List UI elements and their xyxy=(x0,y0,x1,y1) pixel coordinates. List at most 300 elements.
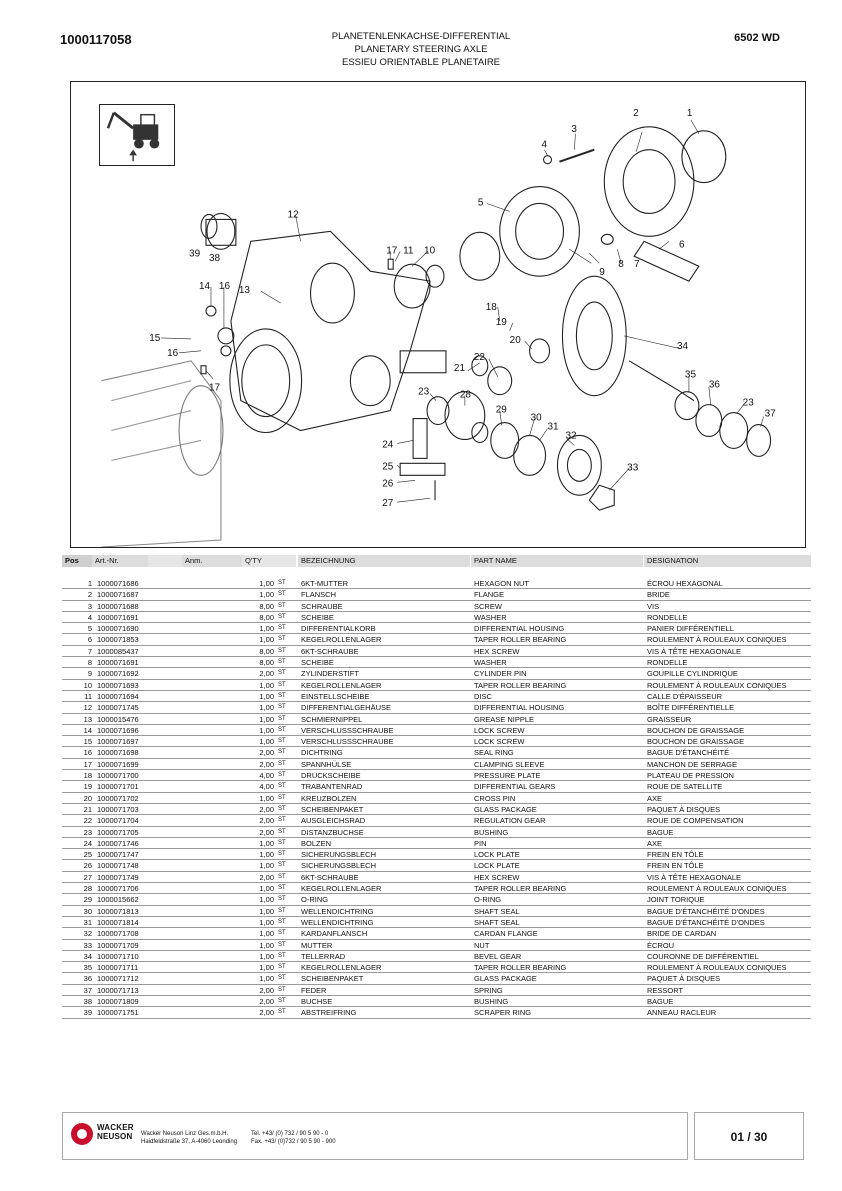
row-pos: 35 xyxy=(83,963,92,973)
col-gap xyxy=(148,555,182,567)
row-qty: 1,00 xyxy=(259,861,274,871)
row-art-nr: 1000071690 xyxy=(97,624,139,634)
table-row xyxy=(62,940,811,951)
row-bezeichnung: SICHERUNGSBLECH xyxy=(301,861,377,871)
row-unit: ST xyxy=(278,986,286,993)
row-unit: ST xyxy=(278,704,286,711)
row-bezeichnung: BOLZEN xyxy=(301,838,332,848)
row-unit: ST xyxy=(278,580,286,586)
row-art-nr: 1000071700 xyxy=(97,771,139,781)
callout-9: 9 xyxy=(599,267,605,279)
model-number: 6502 WD xyxy=(734,32,780,44)
table-row xyxy=(62,962,811,973)
row-bezeichnung: SPANNHÜLSE xyxy=(301,759,352,769)
row-art-nr: 1000085437 xyxy=(97,646,139,656)
callout-12: 12 xyxy=(287,209,299,221)
row-qty: 2,00 xyxy=(259,759,274,769)
row-bezeichnung: KEGELROLLENLAGER xyxy=(301,884,382,894)
row-bezeichnung: SCHEIBENPAKET xyxy=(301,804,364,814)
row-designation: BAGUE D'ÉTANCHÉITÉ xyxy=(647,748,730,758)
row-qty: 1,00 xyxy=(259,590,274,600)
row-part-name: GLASS PACKAGE xyxy=(474,804,537,814)
page-title xyxy=(0,30,842,69)
callout-14: 14 xyxy=(199,281,211,293)
row-art-nr: 1000071694 xyxy=(97,691,139,701)
row-qty: 1,00 xyxy=(259,850,274,860)
title-fr: ESSIEU ORIENTABLE PLANETAIRE xyxy=(341,57,501,68)
row-part-name: PIN xyxy=(474,838,487,848)
callout-25: 25 xyxy=(382,461,394,473)
row-qty: 1,00 xyxy=(259,963,274,973)
row-bezeichnung: DICHTRING xyxy=(301,748,343,758)
row-designation: BAGUE xyxy=(647,996,674,1006)
col-des: DESIGNATION xyxy=(644,555,811,567)
row-designation: ROUE DE SATELLITE xyxy=(647,782,723,792)
row-art-nr: 1000071687 xyxy=(97,590,139,600)
row-art-nr: 1000071691 xyxy=(97,612,139,622)
parts-drawing xyxy=(71,82,805,547)
row-bezeichnung: SICHERUNGSBLECH xyxy=(301,850,377,860)
callout-31: 31 xyxy=(547,421,559,433)
row-pos: 9 xyxy=(87,669,92,679)
row-part-name: REGULATION GEAR xyxy=(474,816,546,826)
table-row xyxy=(62,827,811,838)
row-unit: ST xyxy=(278,681,286,688)
row-art-nr: 1000071711 xyxy=(97,963,139,973)
table-row xyxy=(62,725,811,736)
row-unit: ST xyxy=(278,772,286,779)
row-unit: ST xyxy=(278,613,286,620)
callout-19: 19 xyxy=(495,316,507,328)
callout-39: 39 xyxy=(189,248,201,260)
row-part-name: CROSS PIN xyxy=(474,793,516,803)
parts-table-body xyxy=(62,578,811,1019)
row-qty: 2,00 xyxy=(259,827,274,837)
row-unit: ST xyxy=(278,692,286,699)
row-art-nr: 1000071693 xyxy=(97,680,139,690)
row-art-nr: 1000071704 xyxy=(97,816,139,826)
table-row xyxy=(62,951,811,962)
row-part-name: BEVEL GEAR xyxy=(474,951,522,961)
row-pos: 16 xyxy=(83,748,92,758)
row-part-name: SPRING xyxy=(474,985,503,995)
row-unit: ST xyxy=(278,591,286,598)
row-qty: 1,00 xyxy=(259,895,274,905)
row-art-nr: 1000071746 xyxy=(97,838,139,848)
row-part-name: GLASS PACKAGE xyxy=(474,974,537,984)
row-designation: GRAISSEUR xyxy=(647,714,692,724)
row-unit: ST xyxy=(278,839,286,846)
row-unit: ST xyxy=(278,997,286,1004)
row-bezeichnung: AUSGLEICHSRAD xyxy=(301,816,366,826)
callout-36: 36 xyxy=(708,379,720,391)
row-bezeichnung: BUCHSE xyxy=(301,996,333,1006)
row-pos: 6 xyxy=(87,635,92,645)
callout-11: 11 xyxy=(403,245,414,257)
row-unit: ST xyxy=(278,862,286,869)
callout-17b: 17 xyxy=(208,382,221,394)
row-art-nr: 1000071748 xyxy=(97,861,139,871)
row-pos: 28 xyxy=(83,884,92,894)
row-qty: 1,00 xyxy=(259,635,274,645)
row-art-nr: 1000071745 xyxy=(97,703,139,713)
page-number: 01 / 30 xyxy=(694,1112,804,1160)
callout-18: 18 xyxy=(485,302,497,314)
row-qty: 8,00 xyxy=(259,601,274,611)
street-address: Haidfeldstraße 37, A-4060 Leonding xyxy=(141,1139,238,1145)
row-qty: 2,00 xyxy=(259,872,274,882)
callout-34: 34 xyxy=(676,340,689,352)
row-designation: BOÎTE DIFFÉRENTIELLE xyxy=(647,703,735,713)
row-bezeichnung: TRABANTENRAD xyxy=(301,782,363,792)
table-row xyxy=(62,668,811,679)
row-part-name: O-RING xyxy=(474,895,502,905)
row-qty: 1,00 xyxy=(259,951,274,961)
row-part-name: HEXAGON NUT xyxy=(474,579,530,588)
row-art-nr: 1000071701 xyxy=(97,782,139,792)
row-qty: 2,00 xyxy=(259,985,274,995)
callout-7: 7 xyxy=(634,259,640,271)
row-qty: 1,00 xyxy=(259,884,274,894)
row-art-nr: 1000071702 xyxy=(97,793,139,803)
row-designation: RESSORT xyxy=(647,985,684,995)
callout-29: 29 xyxy=(495,404,507,416)
row-art-nr: 1000071712 xyxy=(97,974,139,984)
row-art-nr: 1000071814 xyxy=(97,917,139,927)
row-designation: COURONNE DE DIFFÉRENTIEL xyxy=(647,951,759,961)
row-designation: ÉCROU HEXAGONAL xyxy=(647,579,723,588)
row-art-nr: 1000071749 xyxy=(97,872,139,882)
row-bezeichnung: DISTANZBUCHSE xyxy=(301,827,364,837)
row-pos: 14 xyxy=(83,725,92,735)
table-row xyxy=(62,601,811,612)
row-qty: 2,00 xyxy=(259,1008,274,1018)
row-designation: BOUCHON DE GRAISSAGE xyxy=(647,725,745,735)
row-unit: ST xyxy=(278,817,286,824)
row-art-nr: 1000071713 xyxy=(97,985,139,995)
row-unit: ST xyxy=(278,715,286,722)
table-row xyxy=(62,714,811,725)
row-unit: ST xyxy=(278,851,286,858)
row-art-nr: 1000071703 xyxy=(97,804,139,814)
row-pos: 37 xyxy=(83,985,92,995)
row-designation: PAQUET À DISQUES xyxy=(647,974,721,984)
row-part-name: SHAFT SEAL xyxy=(474,906,520,916)
row-unit: ST xyxy=(278,930,286,937)
row-art-nr: 1000071686 xyxy=(97,579,139,588)
brand-name xyxy=(97,1123,134,1141)
row-pos: 20 xyxy=(83,793,92,803)
row-unit: ST xyxy=(278,794,286,801)
row-designation: BAGUE xyxy=(647,827,674,837)
row-bezeichnung: KREUZBOLZEN xyxy=(301,793,357,803)
row-bezeichnung: ABSTREIFRING xyxy=(301,1008,357,1018)
row-bezeichnung: O-RING xyxy=(301,895,329,905)
row-bezeichnung: FLANSCH xyxy=(301,590,337,600)
table-row xyxy=(62,928,811,939)
row-qty: 1,00 xyxy=(259,691,274,701)
row-unit: ST xyxy=(278,975,286,982)
callout-23b: 23 xyxy=(742,397,754,409)
row-pos: 10 xyxy=(83,680,92,690)
table-row xyxy=(62,883,811,894)
row-bezeichnung: 6KT-SCHRAUBE xyxy=(301,646,359,656)
callout-labels xyxy=(149,108,776,509)
row-qty: 1,00 xyxy=(259,838,274,848)
row-pos: 4 xyxy=(87,612,92,622)
row-bezeichnung: KARDANFLANSCH xyxy=(301,929,368,939)
row-bezeichnung: WELLENDICHTRING xyxy=(301,906,374,916)
table-row xyxy=(62,589,811,600)
row-qty: 8,00 xyxy=(259,612,274,622)
row-unit: ST xyxy=(278,918,286,925)
table-row xyxy=(62,634,811,645)
row-designation: ROUE DE COMPENSATION xyxy=(647,816,744,826)
row-part-name: TAPER ROLLER BEARING xyxy=(474,963,567,973)
excavator-icon xyxy=(100,105,174,165)
row-bezeichnung: MUTTER xyxy=(301,940,333,950)
row-part-name: SCREW xyxy=(474,601,502,611)
row-qty: 1,00 xyxy=(259,680,274,690)
row-designation: ROULEMENT À ROULEAUX CONIQUES xyxy=(647,884,787,894)
row-designation: VIS À TÊTE HEXAGONALE xyxy=(647,872,742,882)
row-qty: 1,00 xyxy=(259,624,274,634)
row-designation: PANIER DIFFÉRENTIELL xyxy=(647,624,734,634)
row-pos: 31 xyxy=(83,917,92,927)
row-bezeichnung: SCHEIBE xyxy=(301,612,334,622)
col-part: PART NAME xyxy=(471,555,643,567)
row-part-name: TAPER ROLLER BEARING xyxy=(474,635,567,645)
row-unit: ST xyxy=(278,805,286,812)
row-art-nr: 1000071705 xyxy=(97,827,139,837)
row-unit: ST xyxy=(278,1009,286,1016)
callout-33: 33 xyxy=(627,462,639,474)
row-qty: 1,00 xyxy=(259,714,274,724)
row-pos: 7 xyxy=(87,646,92,656)
row-bezeichnung: KEGELROLLENLAGER xyxy=(301,635,382,645)
row-unit: ST xyxy=(278,636,286,643)
row-pos: 19 xyxy=(83,782,92,792)
callout-37: 37 xyxy=(764,408,776,420)
row-designation: BAGUE D'ÉTANCHÉITÉ D'ONDES xyxy=(647,917,765,927)
row-pos: 39 xyxy=(83,1008,92,1018)
row-bezeichnung: TELLERRAD xyxy=(301,951,346,961)
row-art-nr: 1000071708 xyxy=(97,929,139,939)
row-part-name: TAPER ROLLER BEARING xyxy=(474,884,567,894)
row-designation: JOINT TORIQUE xyxy=(647,895,705,905)
col-art: Art.-Nr. xyxy=(92,555,148,567)
row-qty: 1,00 xyxy=(259,725,274,735)
row-bezeichnung: DIFFERENTIALGEHÄUSE xyxy=(301,703,392,713)
row-pos: 36 xyxy=(83,974,92,984)
wacker-neuson-logo-icon xyxy=(71,1123,93,1145)
table-row xyxy=(62,691,811,702)
row-part-name: HEX SCREW xyxy=(474,646,520,656)
row-qty: 8,00 xyxy=(259,658,274,668)
table-row xyxy=(62,985,811,996)
row-art-nr: 1000071813 xyxy=(97,906,139,916)
row-unit: ST xyxy=(278,885,286,892)
row-qty: 1,00 xyxy=(259,737,274,747)
row-qty: 1,00 xyxy=(259,703,274,713)
fax-number: Fax. +43/ (0)732 / 90 5 90 - 900 xyxy=(251,1139,336,1145)
table-row xyxy=(62,1007,811,1018)
row-art-nr: 1000071706 xyxy=(97,884,139,894)
row-unit: ST xyxy=(278,941,286,948)
row-qty: 1,00 xyxy=(259,917,274,927)
row-designation: FREIN EN TÔLE xyxy=(647,850,704,860)
row-part-name: GREASE NIPPLE xyxy=(474,714,535,724)
row-pos: 25 xyxy=(83,850,92,860)
footer xyxy=(62,1112,688,1160)
callout-15: 15 xyxy=(149,332,161,344)
row-qty: 1,00 xyxy=(259,579,274,588)
row-pos: 12 xyxy=(83,703,92,713)
row-unit: ST xyxy=(278,749,286,756)
row-designation: GOUPILLE CYLINDRIQUE xyxy=(647,669,738,679)
row-qty: 2,00 xyxy=(259,748,274,758)
row-bezeichnung: ZYLINDERSTIFT xyxy=(301,669,359,679)
row-pos: 30 xyxy=(83,906,92,916)
row-pos: 18 xyxy=(83,771,92,781)
row-pos: 33 xyxy=(83,940,92,950)
callout-2: 2 xyxy=(633,107,639,119)
row-bezeichnung: KEGELROLLENLAGER xyxy=(301,680,382,690)
table-row xyxy=(62,906,811,917)
row-qty: 1,00 xyxy=(259,906,274,916)
col-anm: Anm. xyxy=(182,555,242,567)
row-unit: ST xyxy=(278,783,286,790)
row-designation: BRIDE xyxy=(647,590,670,600)
row-unit: ST xyxy=(278,602,286,609)
row-pos: 38 xyxy=(83,996,92,1006)
table-row xyxy=(62,793,811,804)
table-row xyxy=(62,680,811,691)
row-unit: ST xyxy=(278,907,286,914)
callout-1: 1 xyxy=(686,107,693,119)
row-pos: 32 xyxy=(83,929,92,939)
callout-16: 16 xyxy=(218,281,231,293)
row-art-nr: 1000015662 xyxy=(97,895,139,905)
row-qty: 4,00 xyxy=(259,771,274,781)
row-unit: ST xyxy=(278,873,286,880)
row-pos: 11 xyxy=(84,691,92,701)
row-part-name: NUT xyxy=(474,940,490,950)
row-bezeichnung: 6KT-MUTTER xyxy=(301,579,349,588)
table-row xyxy=(62,759,811,770)
row-pos: 22 xyxy=(83,816,92,826)
row-bezeichnung: SCHRAUBE xyxy=(301,601,343,611)
row-art-nr: 1000071697 xyxy=(97,737,139,747)
table-row xyxy=(62,872,811,883)
title-en: PLANETARY STEERING AXLE xyxy=(354,44,488,55)
row-bezeichnung: EINSTELLSCHEIBE xyxy=(301,691,370,701)
row-pos: 1 xyxy=(87,579,92,588)
row-part-name: WASHER xyxy=(474,612,507,622)
row-part-name: FLANGE xyxy=(474,590,505,600)
callout-35: 35 xyxy=(684,369,697,381)
row-art-nr: 1000071853 xyxy=(97,635,139,645)
table-row xyxy=(62,973,811,984)
callout-17: 17 xyxy=(386,245,398,257)
machine-thumbnail xyxy=(99,104,175,166)
callout-4: 4 xyxy=(541,139,548,151)
row-bezeichnung: VERSCHLUSSSCHRAUBE xyxy=(301,725,394,735)
callout-10: 10 xyxy=(424,245,436,257)
callout-38: 38 xyxy=(208,253,221,265)
row-designation: ÉCROU xyxy=(647,940,675,950)
row-bezeichnung: SCHEIBE xyxy=(301,658,334,668)
callout-3: 3 xyxy=(571,123,577,135)
row-bezeichnung: 6KT-SCHRAUBE xyxy=(301,872,359,882)
row-designation: ROULEMENT À ROULEAUX CONIQUES xyxy=(647,680,787,690)
callout-20: 20 xyxy=(509,334,521,346)
row-part-name: LOCK SCREW xyxy=(474,737,525,747)
row-unit: ST xyxy=(278,670,286,677)
callout-6: 6 xyxy=(678,239,685,251)
row-unit: ST xyxy=(278,647,286,654)
company-address xyxy=(141,1130,237,1146)
table-row xyxy=(62,996,811,1007)
row-part-name: CLAMPING SLEEVE xyxy=(474,759,545,769)
row-designation: RONDELLE xyxy=(647,658,688,668)
row-unit: ST xyxy=(278,952,286,959)
row-part-name: SEAL RING xyxy=(474,748,514,758)
row-designation: MANCHON DE SERRAGE xyxy=(647,759,738,769)
callout-8: 8 xyxy=(618,259,624,271)
company-name: Wacker Neuson Linz Ges.m.b.H. xyxy=(141,1131,229,1137)
row-art-nr: 1000071809 xyxy=(97,996,139,1006)
row-bezeichnung: VERSCHLUSSSCHRAUBE xyxy=(301,737,394,747)
title-de: PLANETENLENKACHSE-DIFFERENTIAL xyxy=(331,31,511,42)
row-designation: VIS À TÊTE HEXAGONALE xyxy=(647,646,742,656)
row-unit: ST xyxy=(278,625,286,632)
row-designation: VIS xyxy=(647,601,660,611)
row-qty: 1,00 xyxy=(259,929,274,939)
row-pos: 15 xyxy=(83,737,92,747)
row-qty: 1,00 xyxy=(259,940,274,950)
row-unit: ST xyxy=(278,964,286,971)
row-unit: ST xyxy=(278,896,286,903)
table-row xyxy=(62,646,811,657)
row-designation: ROULEMENT À ROULEAUX CONIQUES xyxy=(647,635,787,645)
table-row xyxy=(62,849,811,860)
row-art-nr: 1000071710 xyxy=(97,951,139,961)
row-part-name: WASHER xyxy=(474,658,507,668)
row-bezeichnung: KEGELROLLENLAGER xyxy=(301,963,382,973)
row-qty: 1,00 xyxy=(259,974,274,984)
row-part-name: CARDAN FLANGE xyxy=(474,929,538,939)
table-row xyxy=(62,804,811,815)
row-part-name: HEX SCREW xyxy=(474,872,520,882)
row-unit: ST xyxy=(278,738,286,745)
table-row xyxy=(62,657,811,668)
callout-21: 21 xyxy=(453,362,465,374)
row-art-nr: 1000071688 xyxy=(97,601,139,611)
table-row xyxy=(62,838,811,849)
row-pos: 24 xyxy=(83,838,92,848)
table-row xyxy=(62,612,811,623)
row-designation: BOUCHON DE GRAISSAGE xyxy=(647,737,745,747)
row-bezeichnung: SCHMIERNIPPEL xyxy=(301,714,363,724)
row-part-name: CYLINDER PIN xyxy=(474,669,527,679)
row-bezeichnung: FEDER xyxy=(301,985,327,995)
row-unit: ST xyxy=(278,828,286,835)
row-unit: ST xyxy=(278,659,286,666)
callout-13: 13 xyxy=(238,285,250,297)
row-art-nr: 1000071709 xyxy=(97,940,139,950)
row-pos: 26 xyxy=(83,861,92,871)
